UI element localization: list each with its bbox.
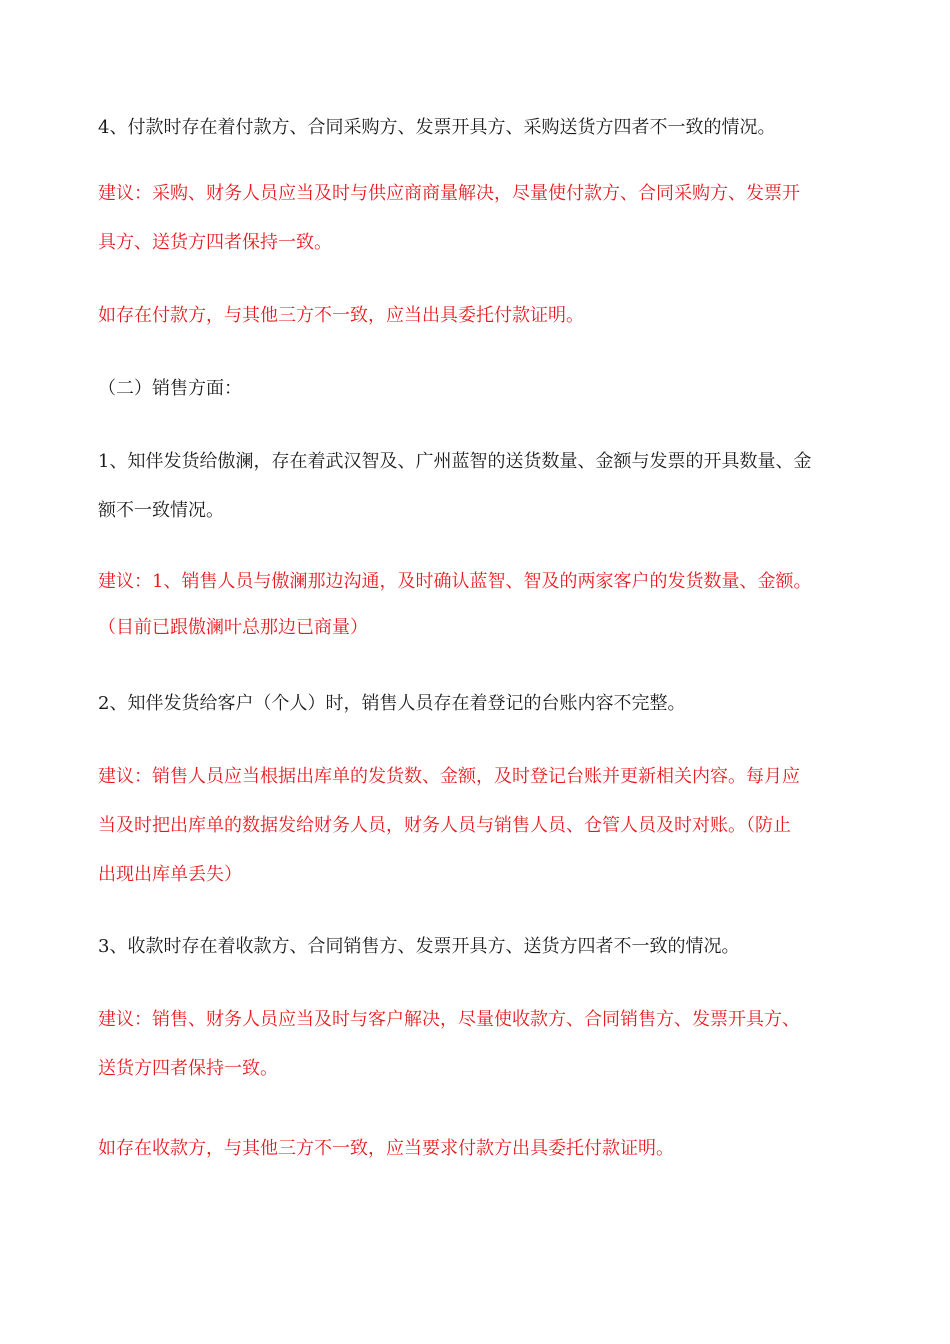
paragraph-line: 建议：销售人员应当根据出库单的发货数、金额，及时登记台账并更新相关内容。每月应 [98, 766, 800, 787]
paragraph-line: （目前已跟傲澜叶总那边已商量） [98, 617, 368, 638]
paragraph-sales-issue-1 [98, 437, 858, 535]
paragraph-sales-issue-3 [98, 922, 858, 971]
paragraph-line: 额不一致情况。 [98, 500, 224, 521]
paragraph-sales-issue-2 [98, 679, 858, 728]
paragraph-line: 1、知伴发货给傲澜，存在着武汉智及、广州蓝智的送货数量、金额与发票的开具数量、金 [98, 451, 812, 472]
paragraph-line: 如存在收款方，与其他三方不一致，应当要求付款方出具委托付款证明。 [98, 1138, 674, 1159]
paragraph-line: 送货方四者保持一致。 [98, 1058, 278, 1079]
paragraph-payment-suggestion [98, 169, 858, 267]
paragraph-line: 3、收款时存在着收款方、合同销售方、发票开具方、送货方四者不一致的情况。 [98, 936, 740, 957]
paragraph-line: 当及时把出库单的数据发给财务人员，财务人员与销售人员、仓管人员及时对账。（防止 [98, 815, 791, 836]
paragraph-sales-suggestion-2 [98, 752, 858, 899]
paragraph-payment-issue [98, 103, 858, 152]
paragraph-line: 2、知伴发货给客户（个人）时，销售人员存在着登记的台账内容不完整。 [98, 693, 686, 714]
paragraph-payment-note [98, 291, 858, 340]
paragraph-line: 具方、送货方四者保持一致。 [98, 232, 332, 253]
paragraph-line: （二）销售方面： [98, 378, 242, 399]
paragraph-line: 建议：1、销售人员与傲澜那边沟通，及时确认蓝智、智及的两家客户的发货数量、金额。 [98, 571, 812, 592]
section-heading-sales [98, 364, 858, 413]
paragraph-line: 如存在付款方，与其他三方不一致，应当出具委托付款证明。 [98, 305, 584, 326]
paragraph-sales-note [98, 1124, 858, 1173]
paragraph-line: 建议：采购、财务人员应当及时与供应商商量解决，尽量使付款方、合同采购方、发票开 [98, 183, 800, 204]
paragraph-line: 建议：销售、财务人员应当及时与客户解决，尽量使收款方、合同销售方、发票开具方、 [98, 1009, 800, 1030]
paragraph-line: 4、付款时存在着付款方、合同采购方、发票开具方、采购送货方四者不一致的情况。 [98, 117, 776, 138]
paragraph-line: 出现出库单丢失） [98, 864, 242, 885]
paragraph-sales-suggestion-3 [98, 995, 858, 1093]
paragraph-sales-suggestion-1 [98, 559, 858, 651]
